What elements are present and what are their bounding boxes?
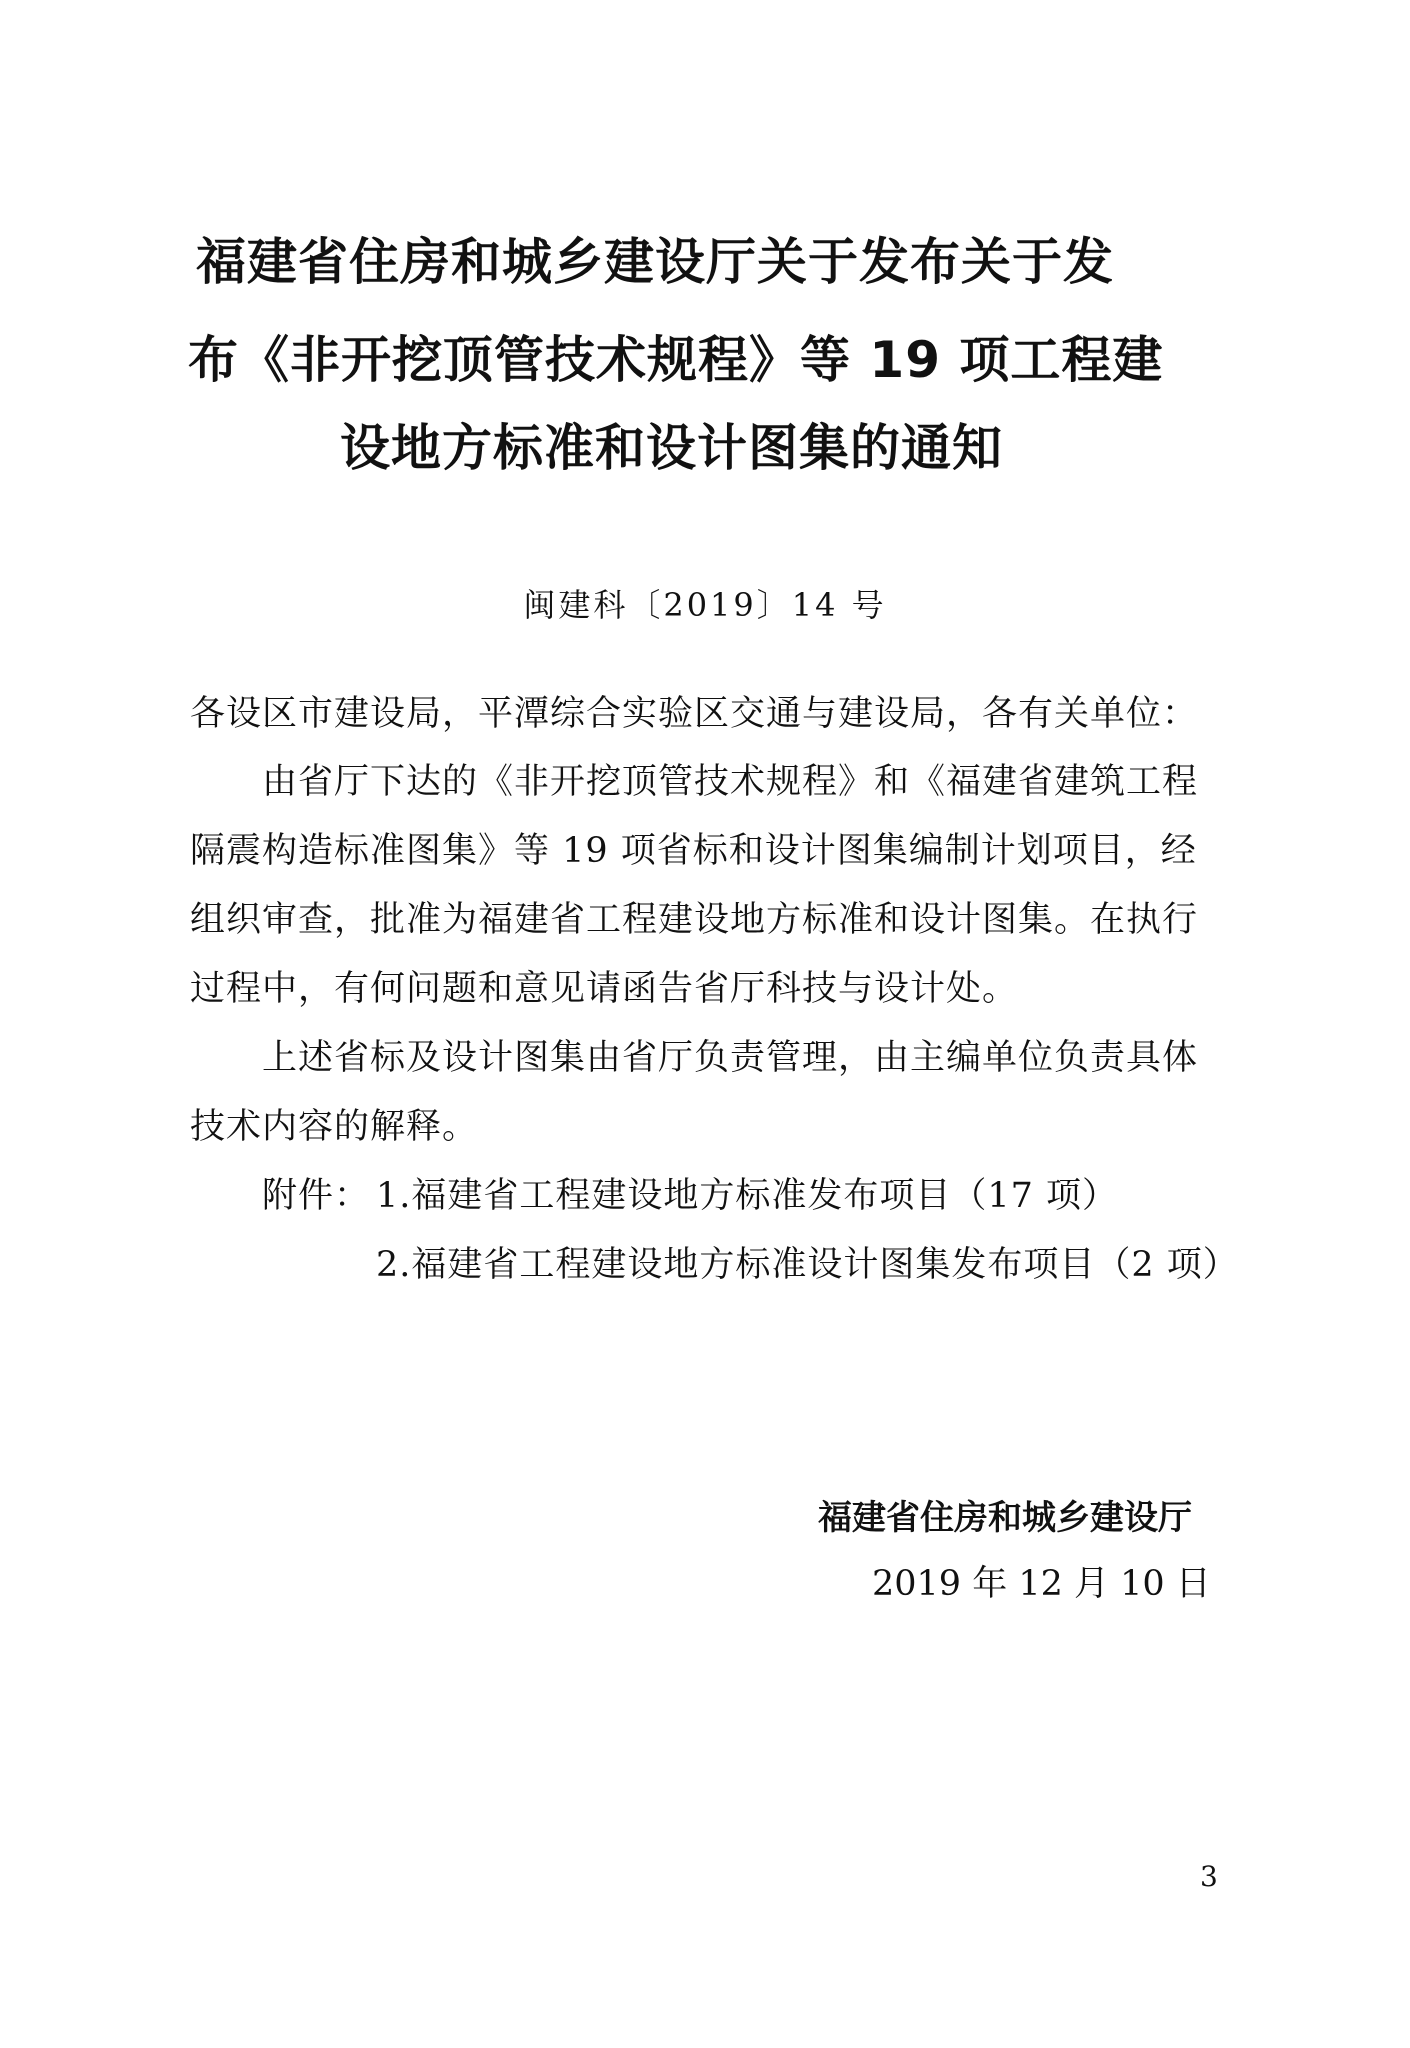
paragraph-line: 隔震构造标准图集》等 19 项省标和设计图集编制计划项目，经 — [190, 831, 1197, 871]
attachments-label: 附件： — [262, 1176, 371, 1216]
title-line-1: 福建省住房和城乡建设厅关于发布关于发 — [196, 233, 1114, 291]
paragraph-line: 组织审查，批准为福建省工程建设地方标准和设计图集。在执行 — [190, 900, 1199, 940]
document-number: 闽建科〔2019〕14 号 — [523, 586, 887, 624]
paragraph-line: 过程中，有何问题和意见请函告省厅科技与设计处。 — [190, 969, 1019, 1009]
paragraph-line: 技术内容的解释。 — [190, 1107, 479, 1147]
attachment-item: 1.福建省工程建设地方标准发布项目（17 项） — [376, 1176, 1119, 1216]
paragraph-line: 由省厅下达的《非开挖顶管技术规程》和《福建省建筑工程 — [262, 762, 1199, 802]
paragraph-line: 上述省标及设计图集由省厅负责管理，由主编单位负责具体 — [262, 1038, 1199, 1078]
title-line-2: 布《非开挖顶管技术规程》等 19 项工程建 — [188, 331, 1164, 389]
title-line-3: 设地方标准和设计图集的通知 — [340, 419, 1003, 477]
issuing-organization: 福建省住房和城乡建设厅 — [818, 1498, 1192, 1538]
issue-date: 2019 年 12 月 10 日 — [872, 1564, 1211, 1604]
addressee: 各设区市建设局，平潭综合实验区交通与建设局，各有关单位： — [190, 694, 1199, 734]
attachment-item: 2.福建省工程建设地方标准设计图集发布项目（2 项） — [376, 1245, 1239, 1285]
page-number: 3 — [1200, 1860, 1218, 1893]
